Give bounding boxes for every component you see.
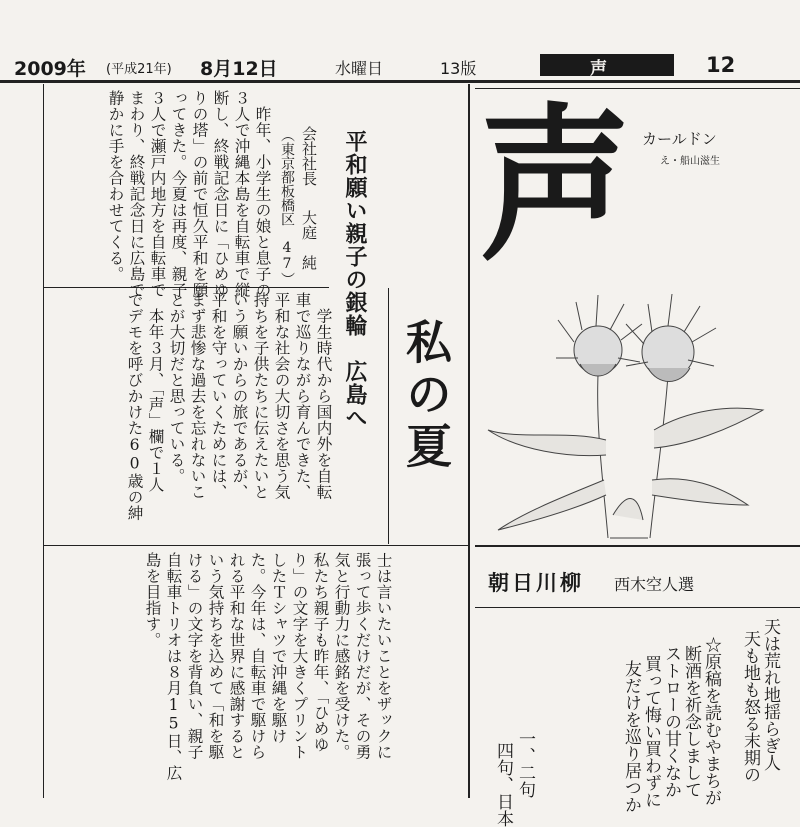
author-name: 大庭 純 — [300, 210, 318, 270]
headline-separator — [388, 288, 389, 544]
senryu-line: 断酒を祈念しまして — [681, 645, 701, 798]
senryu-line: 天も地も怒る末期の — [740, 630, 760, 783]
senryu-line: 友だけを巡り居つか — [621, 660, 641, 813]
article-body-line: 士は言いたいことをザックに — [374, 552, 393, 760]
article-body-line: れる平和な世界に感謝すると — [227, 552, 246, 760]
logo-big-char: 声 — [480, 89, 631, 285]
article-body-line: ける」の文字を背負い、親子 — [185, 552, 204, 760]
senryu-rule — [475, 607, 800, 608]
senryu-line: 四句、日本 — [493, 742, 513, 827]
left-border — [43, 84, 44, 798]
article-body-line: いう願いからの旅であるが、 — [230, 292, 249, 500]
article-body-line: 平和を守っていくためには、 — [209, 292, 228, 500]
feature-title: 私の夏 — [399, 318, 453, 474]
header-era: (平成21年) — [106, 62, 172, 77]
article-body-line: 昨年、小学生の娘と息子の — [253, 90, 272, 298]
senryu-line: ストローの甘くなか — [661, 645, 681, 798]
author-place: （東京都板橋区 47） — [279, 128, 295, 286]
article-body-line: 自転車トリオは８月15日、広 — [164, 552, 183, 781]
article-body-line: 本年３月、「声」欄で１人 — [146, 292, 165, 493]
header-weekday: 水曜日 — [335, 59, 384, 78]
thistle-illustration — [478, 280, 768, 540]
header-page-number: 12 — [706, 53, 736, 77]
article-body-line: でデモを呼びかけた60歳の紳 — [125, 292, 144, 521]
article-body-line: とが大切だと思っている。 — [167, 292, 186, 484]
article-body-line: まわり、終戦記念日に広島で — [127, 90, 146, 298]
article-headline: 平和願い親子の銀輪 広島へ — [342, 130, 367, 429]
article-body-line: したＴシャツで沖縄を駆け — [269, 552, 288, 744]
senryu-line: ☆原稿を読むやまちが — [701, 636, 721, 806]
article-body-line: 持ちを子供たちに伝えたいと — [251, 292, 270, 500]
article-body-line: ３人で沖縄本島を自転車で縦 — [232, 90, 251, 298]
article-rule-2 — [44, 545, 468, 546]
illustration-bottom-rule — [475, 545, 800, 547]
senryu-line: 一、二句 — [515, 730, 535, 798]
article-body-line: 気と行動力に感銘を受けた。 — [332, 552, 351, 760]
header-edition: 13版 — [440, 59, 477, 78]
illustration-title: カールドン — [642, 130, 717, 148]
header-date: 2009年 — [14, 58, 86, 80]
illustration-credit: え・船山滋生 — [660, 156, 720, 167]
article-body-line: りの塔」の前で恒久平和を願 — [190, 90, 209, 298]
article-body-line: いう気持ちを込めて「和を駆 — [206, 552, 225, 760]
article-body-line: 学生時代から国内外を自転 — [314, 292, 333, 500]
senryu-line: 天は荒れ地揺らぎ人 — [760, 618, 780, 771]
article-right-border — [468, 84, 470, 798]
article-body-line: 私たち親子も昨年、「ひめゆ — [311, 552, 330, 753]
header-section: 声 — [590, 59, 607, 79]
article-body-line: 断し、終戦記念日に「ひめゆ — [211, 90, 230, 298]
senryu-selector: 西木空人選 — [614, 575, 695, 594]
article-body-line: ってきた。今夏は再度、親子 — [169, 90, 188, 298]
header-section-bar — [540, 54, 674, 79]
author-job: 会社社長 — [300, 126, 318, 186]
article-body-line: 静かに手を合わせてくる。 — [106, 90, 125, 282]
header-month-day: 8月12日 — [200, 58, 278, 80]
article-body-line: 島を目指す。 — [143, 552, 162, 648]
senryu-line: 買って悔い買わずに — [641, 655, 661, 808]
article-body-line: た。今年は、自転車で駆けら — [248, 552, 267, 760]
article-body-line: 車で巡りながら育んできた、 — [293, 292, 312, 500]
article-body-line: ３人で瀬戸内地方を自転車で — [148, 90, 167, 298]
article-body-line: まず悲惨な過去を忘れないこ — [188, 292, 207, 500]
senryu-title: 朝日川柳 — [488, 571, 584, 595]
article-body-line: 張って歩くだけだが、その勇 — [353, 552, 372, 760]
article-body-line: り」の文字を大きくプリント — [290, 552, 309, 760]
header-rule — [0, 80, 800, 83]
article-body-line: 平和な社会の大切さを思う気 — [272, 292, 291, 500]
